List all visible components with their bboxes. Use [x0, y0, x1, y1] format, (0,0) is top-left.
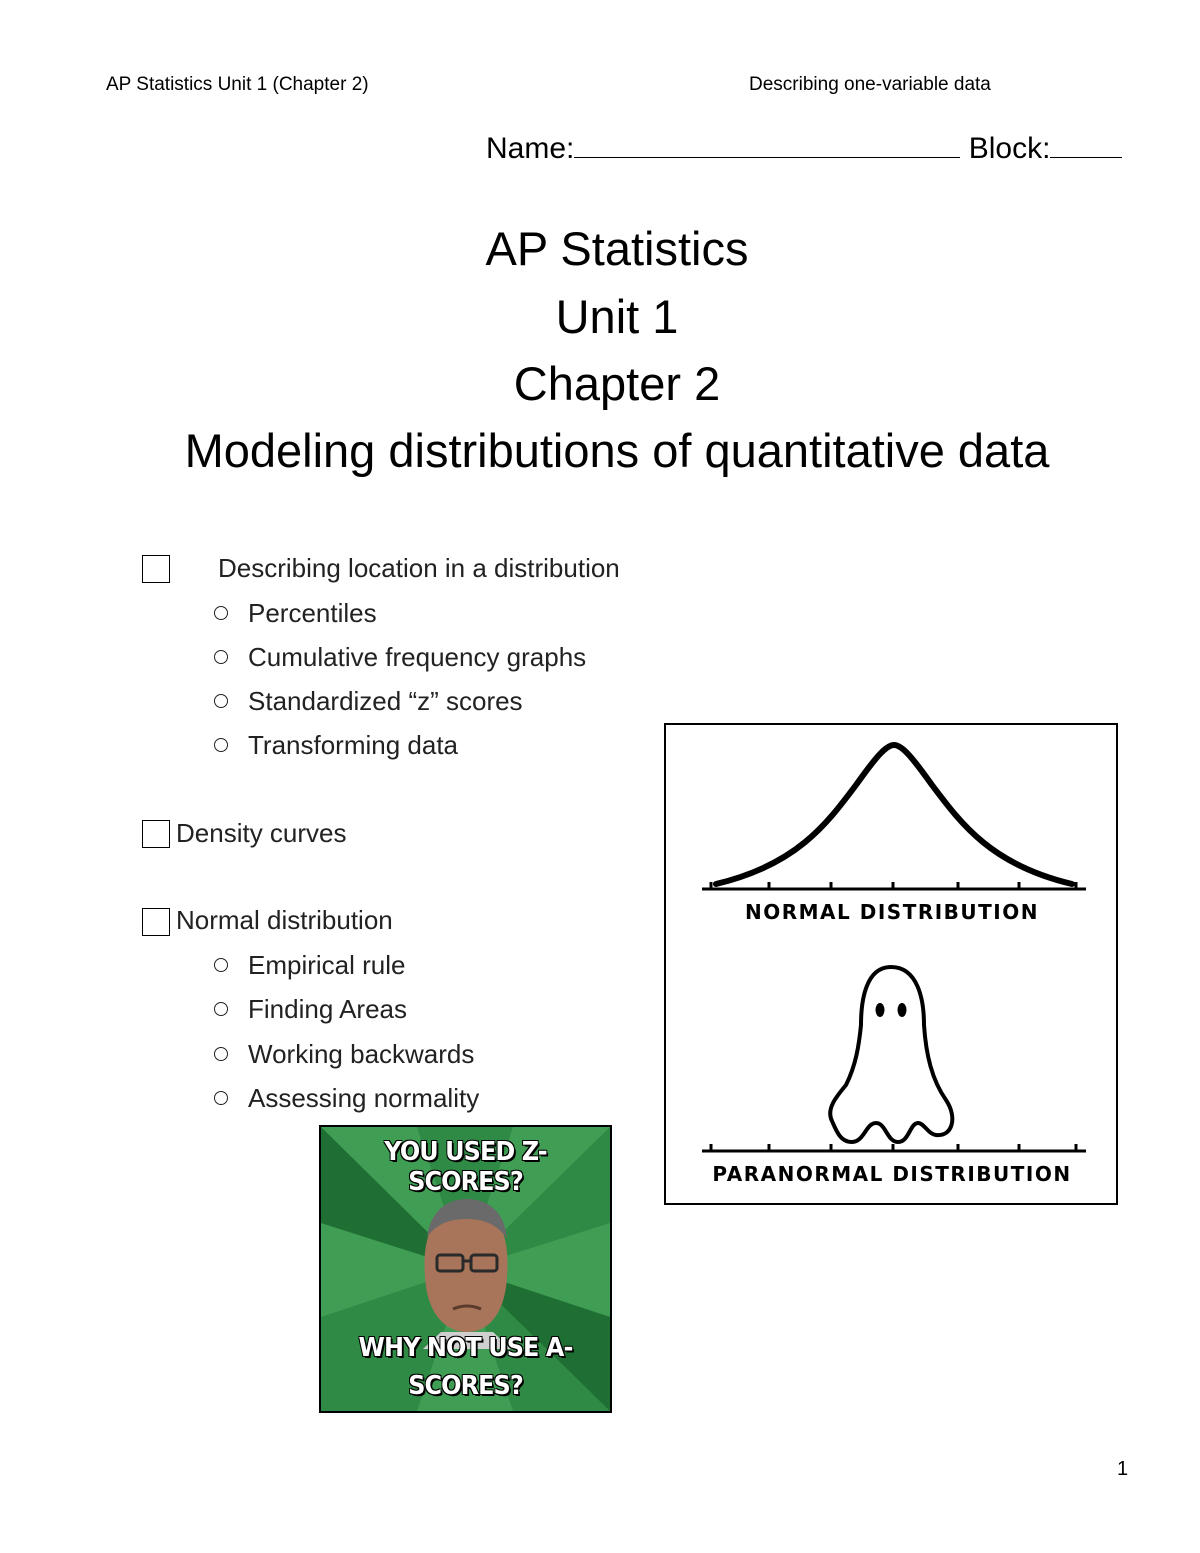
ghost-icon — [830, 967, 952, 1142]
checkbox-describing-location[interactable] — [142, 555, 170, 583]
hollow-bullet-icon — [214, 1091, 228, 1105]
ghost-eye-right — [898, 1003, 907, 1017]
distribution-cartoon — [664, 723, 1118, 1205]
name-blank[interactable] — [574, 133, 960, 158]
meme-bottom-line-1: WHY NOT USE A- — [358, 1333, 573, 1363]
checkbox-density-curves[interactable] — [142, 820, 170, 848]
z-scores-meme — [319, 1125, 612, 1413]
subitem: Working backwards — [214, 1039, 474, 1070]
hollow-bullet-icon — [214, 1002, 228, 1016]
header-right: Describing one-variable data — [749, 74, 991, 95]
normal-curve-icon — [716, 745, 1072, 884]
title-line-1: AP Statistics — [485, 222, 749, 275]
hollow-bullet-icon — [214, 694, 228, 708]
normal-caption: NORMAL DISTRIBUTION — [745, 900, 1039, 924]
subitem: Empirical rule — [214, 950, 406, 981]
title-line-4: Modeling distributions of quantitative data — [184, 424, 1050, 477]
block-blank[interactable] — [1050, 133, 1122, 158]
title-line-3: Chapter 2 — [513, 357, 721, 410]
subitem: Standardized “z” scores — [214, 686, 523, 717]
block-label: Block: — [968, 132, 1051, 165]
distribution-cartoon-graphic — [666, 725, 1115, 1202]
name-label: Name: — [486, 132, 575, 165]
ghost-eye-left — [876, 1003, 885, 1017]
checklist-item-density-curves: Density curves — [176, 818, 347, 848]
meme-top-text: YOU USED Z-SCORES? — [384, 1137, 547, 1197]
meme-bottom-line-2: SCORES? — [408, 1371, 523, 1401]
subitem: Transforming data — [214, 730, 458, 761]
subitem: Assessing normality — [214, 1083, 479, 1114]
hollow-bullet-icon — [214, 606, 228, 620]
hollow-bullet-icon — [214, 650, 228, 664]
paranormal-caption: PARANORMAL DISTRIBUTION — [712, 1162, 1072, 1186]
page-number: 1 — [1117, 1458, 1129, 1480]
name-block-line — [486, 132, 1122, 166]
subitem: Percentiles — [214, 598, 377, 629]
checklist-item-describing-location: Describing location in a distribution — [218, 553, 620, 583]
checklist-item-normal-distribution: Normal distribution — [176, 905, 393, 935]
header-left: AP Statistics Unit 1 (Chapter 2) — [106, 74, 369, 95]
checkbox-normal-distribution[interactable] — [142, 908, 170, 936]
title-line-2: Unit 1 — [555, 290, 679, 343]
hollow-bullet-icon — [214, 1047, 228, 1061]
hollow-bullet-icon — [214, 738, 228, 752]
subitem: Cumulative frequency graphs — [214, 642, 586, 673]
subitem: Finding Areas — [214, 994, 407, 1025]
hollow-bullet-icon — [214, 958, 228, 972]
